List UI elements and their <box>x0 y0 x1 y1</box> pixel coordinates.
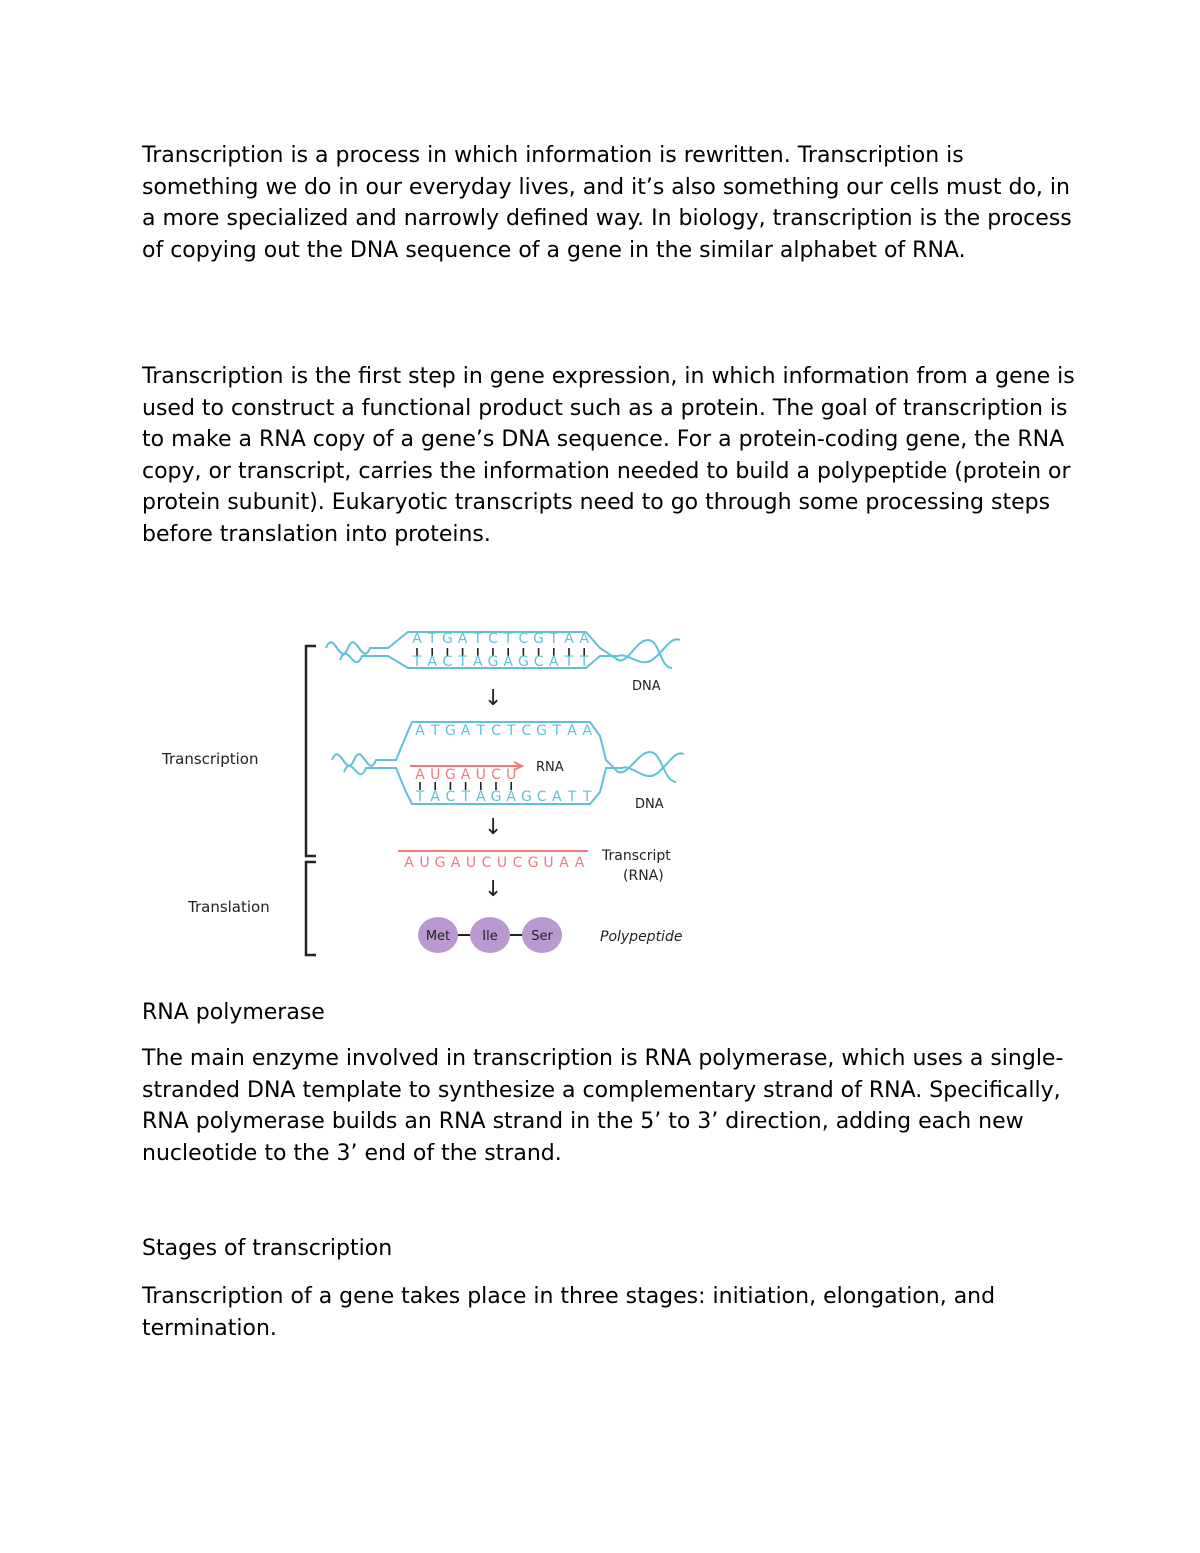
transcript-base: U <box>543 855 554 871</box>
dna-base: A <box>564 631 574 647</box>
dna-base: C <box>518 631 529 647</box>
transcript-base: C <box>481 855 492 871</box>
dna-base: T <box>415 789 425 805</box>
paragraph-gene-expression: Transcription is the first step in gene expression, in which information from a gene is used to construct a functional product such as a protein. The goal of transcription is to make a RNA copy of a gene’s DNA sequence. For a protein-coding gene, the RNA copy, or transcript, carries the information needed to build a polypeptide (protein or protein subunit). Eukaryotic transcripts need to go through some processing steps before translation into proteins. <box>142 364 1075 547</box>
arrow-3: ↓ <box>484 877 503 902</box>
transcript-base: G <box>527 855 539 871</box>
label-transcript-sub: (RNA) <box>623 868 664 884</box>
paragraph-intro: Transcription is a process in which information is rewritten. Transcription is something we do in our everyday lives, and it’s also something our cells must do, in a more specialized and narrowly defined way. In biology, transcription is the process of copying out the DNA sequence of a gene in the similar alphabet of RNA. <box>142 143 1072 263</box>
dna-base: A <box>506 789 516 805</box>
dna-base: A <box>567 723 577 739</box>
dna2-top-strand <box>415 723 592 739</box>
dna-base: C <box>488 631 498 647</box>
amino-acid-label: Met <box>425 929 451 944</box>
transcript-strand <box>404 855 585 871</box>
transcript-base: G <box>434 855 446 871</box>
dna-base: G <box>441 631 453 647</box>
dna-base: A <box>457 631 468 647</box>
amino-acid-label: Ser <box>531 929 553 944</box>
dna-base: G <box>487 654 499 670</box>
label-transcript: Transcript <box>602 848 671 864</box>
transcript-base: U <box>496 855 508 871</box>
dna-base: T <box>473 631 483 647</box>
rna-base: U <box>506 767 517 783</box>
dna-base: C <box>445 789 456 805</box>
label-dna-2: DNA <box>635 797 664 812</box>
dna-base: T <box>412 654 422 670</box>
dna-base: G <box>520 789 532 805</box>
dna-base: G <box>444 723 456 739</box>
dna-base: T <box>427 631 437 647</box>
dna-base: C <box>442 654 453 670</box>
dna2-bottom-strand <box>415 789 592 805</box>
dna-base: T <box>430 723 440 739</box>
dna-base: T <box>506 723 516 739</box>
transcript-base: C <box>512 855 523 871</box>
transcript-base: A <box>450 855 461 871</box>
dna-base: T <box>564 654 574 670</box>
dna-base: T <box>552 723 562 739</box>
dna-base: A <box>549 654 559 670</box>
dna-base: C <box>491 723 501 739</box>
dna-base: G <box>536 723 548 739</box>
dna-base: A <box>460 723 471 739</box>
dna-base: C <box>533 654 544 670</box>
dna-base: T <box>549 631 559 647</box>
dna-base: T <box>582 789 592 805</box>
label-transcription: Transcription <box>162 750 259 768</box>
label-translation: Translation <box>188 898 270 916</box>
dna-base: C <box>521 723 532 739</box>
dna-base: C <box>536 789 547 805</box>
amino-acid-label: Ile <box>482 929 498 944</box>
transcript-base: A <box>574 855 585 871</box>
translation-bracket <box>306 862 316 955</box>
dna-base: A <box>415 723 425 739</box>
dna-base: A <box>552 789 562 805</box>
dna-base: A <box>412 631 422 647</box>
paragraph-stages: Transcription of a gene takes place in three stages: initiation, elongation, and termination. <box>142 1284 996 1341</box>
dna-base: G <box>517 654 529 670</box>
transcript-base: U <box>419 855 430 871</box>
label-rna: RNA <box>536 760 564 775</box>
dna-base: T <box>503 631 513 647</box>
dna-base: A <box>579 631 589 647</box>
rna-base: A <box>415 767 425 783</box>
dna1-top-strand <box>412 631 589 647</box>
dna-base: A <box>430 789 440 805</box>
heading-stages: Stages of transcription <box>142 1236 393 1261</box>
dna-base: A <box>476 789 486 805</box>
transcript-base: U <box>465 855 477 871</box>
dna-base: G <box>533 631 545 647</box>
dna-base: A <box>582 723 592 739</box>
dna-base: T <box>567 789 577 805</box>
rna-base: C <box>491 767 501 783</box>
arrow-1: ↓ <box>484 686 503 711</box>
dna-base: A <box>427 654 437 670</box>
paragraph-rna-polymerase: The main enzyme involved in transcription is RNA polymerase, which uses a single-stranded DNA template to synthesize a complementary strand of RNA. Specifically, RNA polymerase builds an RNA strand in the 5’ to 3’ direction, adding each new nucleotide to the 3’ end of the strand. <box>142 1046 1064 1166</box>
transcript-base: A <box>559 855 569 871</box>
transcription-bracket <box>306 646 316 856</box>
dna-base: T <box>461 789 470 805</box>
rna-base: A <box>460 767 471 783</box>
heading-rna-polymerase: RNA polymerase <box>142 1000 325 1025</box>
polypeptide-chain <box>418 917 562 953</box>
dna-base: A <box>473 654 483 670</box>
dna-base: G <box>490 789 502 805</box>
label-dna-1: DNA <box>632 679 661 694</box>
dna-base: T <box>579 654 589 670</box>
rna-base: G <box>444 767 456 783</box>
dna-base: A <box>503 654 513 670</box>
arrow-2: ↓ <box>484 815 503 840</box>
rna-base: U <box>430 767 441 783</box>
transcript-base: A <box>404 855 414 871</box>
label-polypeptide: Polypeptide <box>600 929 683 945</box>
rna-partial-strand <box>415 767 516 783</box>
dna-base: T <box>458 654 467 670</box>
dna-base: T <box>476 723 486 739</box>
rna-base: U <box>475 767 486 783</box>
